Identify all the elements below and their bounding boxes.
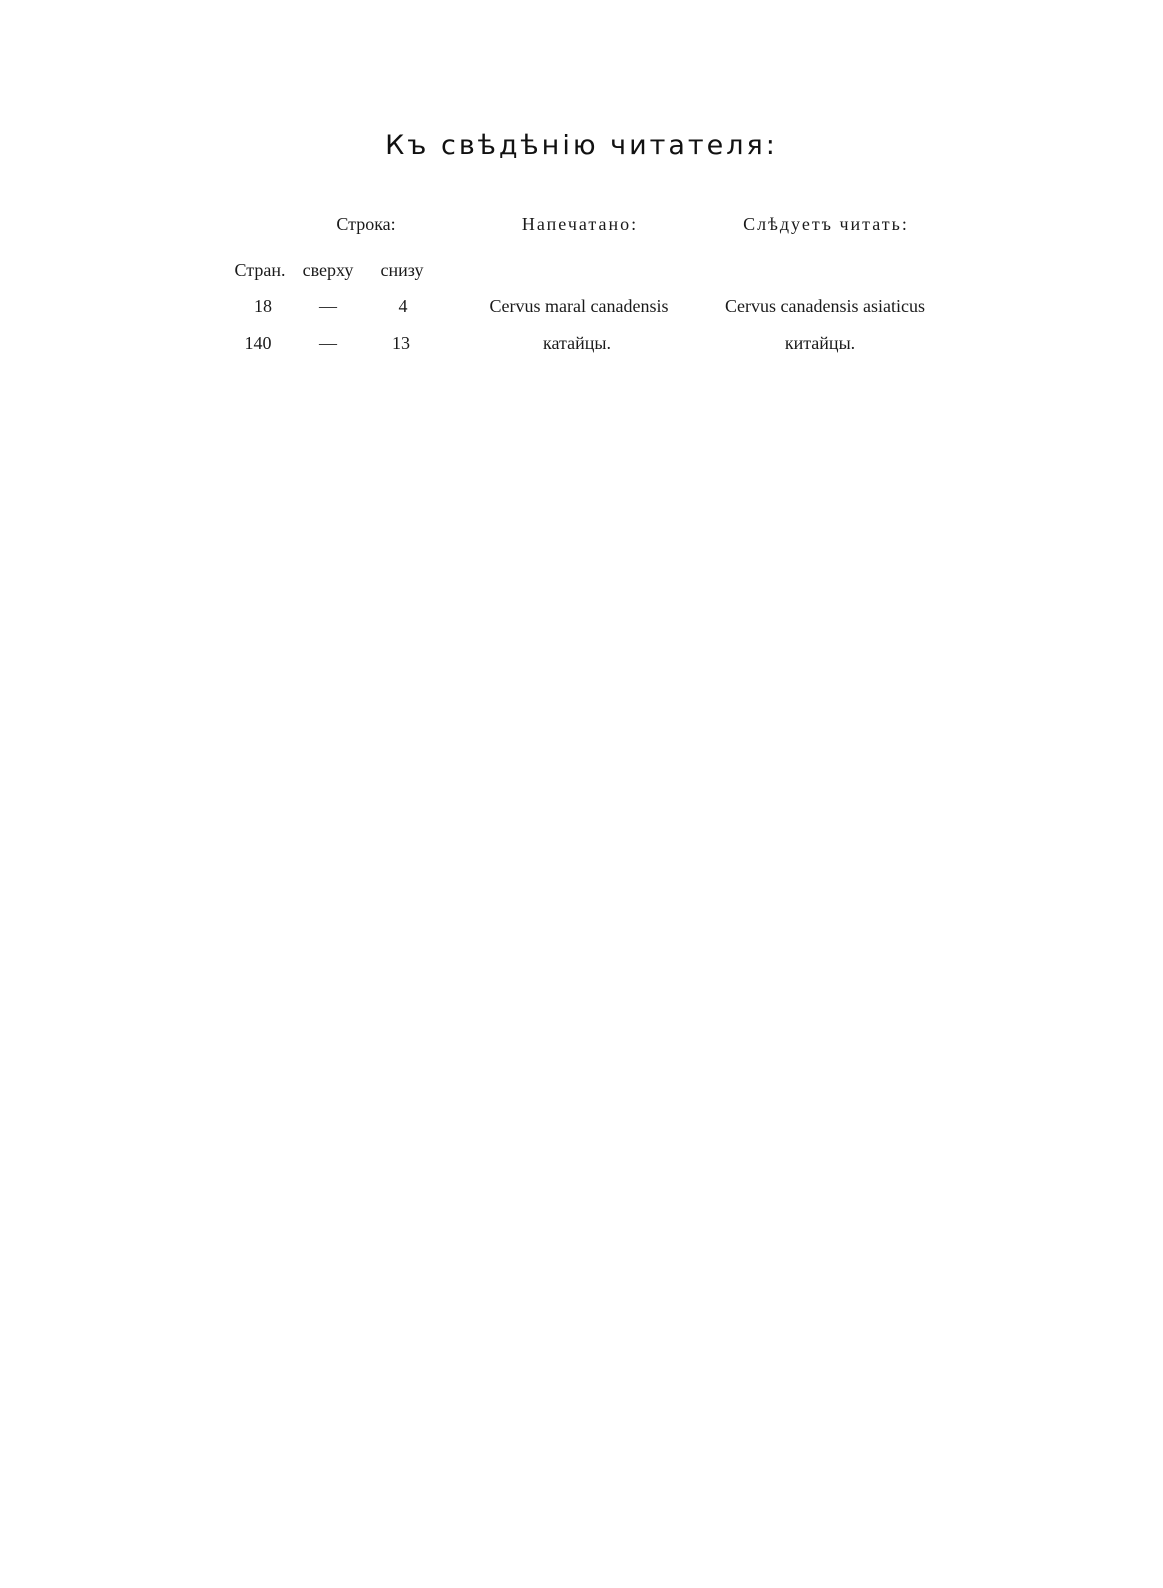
header-read: Слѣдуетъ читать: [743, 214, 909, 234]
row-1-from-bottom: 4 [398, 296, 408, 316]
header-printed: Напечатано: [521, 214, 639, 234]
subheader-from-top: сверху [302, 260, 354, 280]
row-2-printed: катайцы. [543, 333, 611, 353]
row-2-from-top: — [319, 333, 337, 353]
subheader-page: Стран. [234, 260, 286, 280]
row-2-read: китайцы. [784, 333, 856, 353]
row-1-from-top: — [319, 296, 337, 316]
row-1-page: 18 [254, 296, 272, 316]
page-title: Къ свѣдѣнію читателя: [385, 130, 778, 161]
row-1-printed: Cervus maral canadensis [489, 296, 669, 316]
row-2-page: 140 [244, 333, 272, 353]
subheader-from-bottom: снизу [380, 260, 424, 280]
header-line: Строка: [336, 214, 396, 234]
row-1-read: Cervus canadensis asiaticus [725, 296, 925, 316]
row-2-from-bottom: 13 [392, 333, 410, 353]
